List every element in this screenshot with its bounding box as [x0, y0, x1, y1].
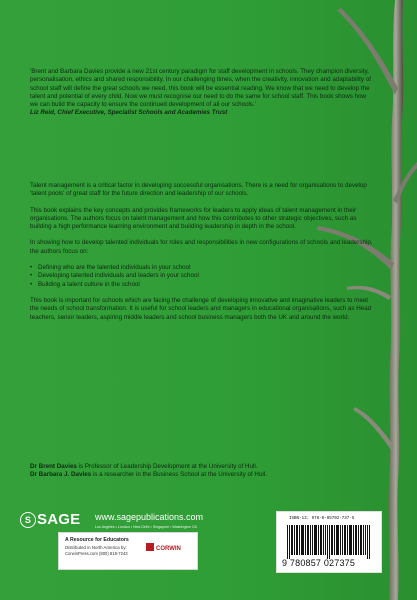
educators-subtitle: Distributed in North America by:: [65, 545, 127, 550]
isbn-barcode: [276, 511, 382, 573]
author-bio: [30, 463, 375, 471]
educators-title: A Resource for Educators: [65, 537, 129, 543]
book-description: [30, 182, 375, 330]
focus-list: [30, 264, 375, 289]
educators-box: [58, 532, 198, 570]
focus-item: • Developing talented individuals and leaders in your school: [30, 272, 375, 280]
publisher-url[interactable]: www.sagepublications.com: [95, 512, 204, 522]
quote-attribution: Liz Reid, Chief Executive, Specialist Schools and Academies Trust: [30, 109, 228, 117]
publisher-cities: Los Angeles • London • New Delhi • Singapore • Washington DC: [95, 525, 198, 529]
isbn-label: ISBN-13: 978-0-85702-737-5: [289, 517, 355, 521]
quote-text: 'Brent and Barbara Davies provide a new 21st century paradigm for staff development in schools. They champion diversity, personalisation, ethics and shared responsibility. In our challenging times, when the creativity, innovation and adaptability of school staff will define the great schools we need, this book will be essential reading. We know that we need to develop the talent and potential of every child. Now we must recognise our need to do the same for school staff. This book shows how we can build the capacity to ensure the continued development of all our schools.': [30, 68, 371, 109]
description-paragraph-3: In showing how to develop talented individuals for roles and responsibilities in new configurations of schools and leadership, the authors focus on:: [30, 239, 373, 255]
focus-item: • Building a talent culture in the school: [30, 281, 375, 289]
sage-logo: S SAGE: [20, 511, 80, 528]
description-paragraph-1: Talent management is a critical factor in developing successful organisations. There is a need for organisations to develop 'talent pools' of great staff for the future direction and leadership of our schools.: [30, 182, 367, 198]
author-description: is Professor of Leadership Development at the University of Hull.: [76, 463, 258, 470]
endorsement-quote: [30, 68, 375, 118]
educators-phone: CorwinPress.com (800) 818-7243: [65, 551, 128, 556]
sage-circle-icon: S: [20, 512, 36, 528]
author-name: Dr Barbara J. Davies: [30, 471, 92, 479]
author-description: is a researcher in the Business School at the University of Hull.: [91, 471, 267, 479]
corwin-logo: CORWIN: [146, 543, 181, 552]
corwin-mark-icon: [146, 543, 154, 551]
barcode-bars-icon: [287, 525, 371, 559]
author-name: Dr Brent Davies: [30, 463, 77, 470]
barcode-digits: 9 780857 027375: [282, 558, 356, 568]
description-paragraph-2: This book explains the key concepts and provides frameworks for leaders to apply ideas of talent management in their organisations. The authors focus on talent management and how this contributes to other strategic objectives, such as building a high performance learning environment and building leadership in depth in the school.: [30, 206, 357, 231]
author-bio: [30, 471, 375, 479]
description-paragraph-4: This book is important for schools which are facing the challenge of developing innovative and imaginative leaders to meet the needs of school transformation. It is useful for school leaders and managers in educational organisations, such as Head teachers, senior leaders, aspiring middle leaders and school business managers both the UK and around the world.: [30, 296, 372, 321]
focus-item: • Defining who are the talented individuals in your school: [30, 264, 375, 272]
author-bios: [30, 463, 375, 480]
